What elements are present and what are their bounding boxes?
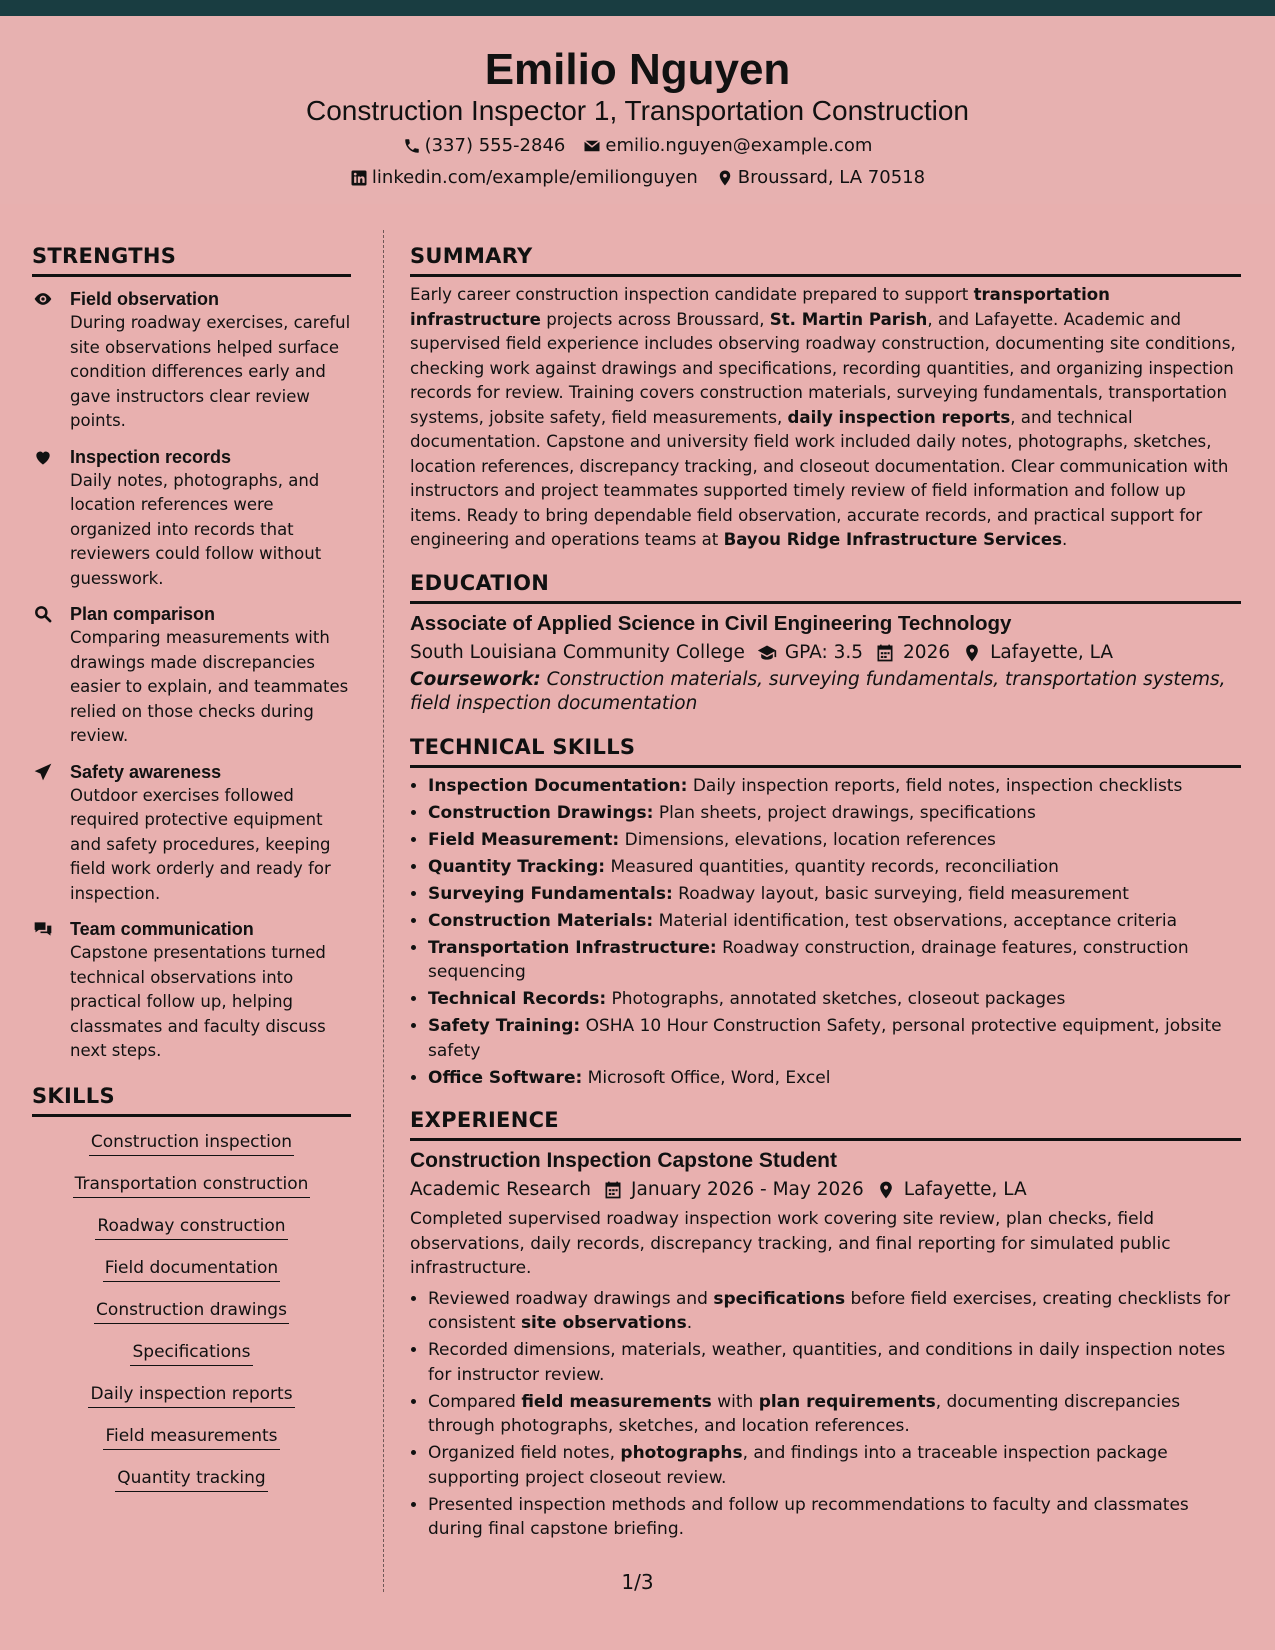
coursework-label: Coursework: — [410, 668, 541, 690]
skill-label: Office Software: — [428, 1067, 583, 1088]
skill-tag: Construction drawings — [94, 1297, 289, 1324]
summary-highlight: Bayou Ridge Infrastructure Services — [723, 530, 1063, 549]
skills-list — [32, 1123, 351, 1501]
linkedin-text: linkedin.com/example/emilionguyen — [371, 167, 698, 188]
education-meta — [410, 638, 1241, 668]
experience-location — [876, 1175, 1027, 1205]
skill-label: Technical Records: — [428, 989, 607, 1009]
bullet-part: Recorded dimensions, materials, weather, quantities, and conditions in daily inspection notes for instructor review. — [428, 1340, 1226, 1385]
summary-part: projects across Broussard, — [540, 309, 770, 329]
gpa — [757, 638, 863, 668]
location-text: Broussard, LA 70518 — [737, 167, 926, 188]
skill-text: OSHA 10 Hour Construction Safety, personal protective equipment, jobsite safety — [428, 1016, 1222, 1061]
list-item — [428, 855, 1241, 880]
list-item — [428, 1066, 1241, 1091]
strength-desc: During roadway exercises, careful site observations helped surface condition differences early and gave instructors clear review points. — [70, 313, 351, 430]
top-bar — [0, 0, 1275, 16]
calendar-icon — [603, 1180, 623, 1200]
grad-year — [875, 638, 950, 668]
skills-heading: SKILLS — [32, 1080, 351, 1117]
bullet-part: Organized field notes, — [428, 1443, 621, 1463]
skill-label: Safety Training: — [428, 1016, 581, 1036]
list-item — [428, 1441, 1241, 1490]
gpa-text: GPA: 3.5 — [784, 641, 864, 663]
skill-tag: Construction inspection — [89, 1129, 294, 1156]
envelope-icon — [583, 137, 601, 155]
skill-label: Field Measurement: — [428, 829, 620, 850]
summary-text — [410, 283, 1241, 553]
bullet-part: Presented inspection methods and follow up recommendations to faculty and classmates during final capstone briefing. — [428, 1494, 1189, 1539]
skill-text: Microsoft Office, Word, Excel — [582, 1067, 831, 1088]
list-item — [428, 1390, 1241, 1439]
strength-title: Team communication — [70, 919, 254, 939]
strength-item — [32, 917, 351, 1064]
skill-text: Material identification, test observations, acceptance criteria — [653, 910, 1178, 931]
strength-desc: Comparing measurements with drawings made discrepancies easier to explain, and teammates relied on those checks during review. — [70, 628, 349, 745]
technical-skills-list — [410, 774, 1241, 1091]
bullet-highlight: site observations — [520, 1313, 687, 1333]
strengths-list — [32, 287, 351, 1064]
bullet-highlight: plan requirements — [758, 1391, 936, 1412]
list-item — [428, 1493, 1241, 1542]
technical-skills-heading: TECHNICAL SKILLS — [410, 731, 1241, 768]
contact-row-1 — [0, 134, 1275, 158]
strength-item — [32, 287, 351, 434]
graduation-cap-icon — [757, 643, 777, 663]
strength-item — [32, 760, 351, 907]
list-item — [428, 987, 1241, 1012]
calendar-icon — [875, 643, 895, 663]
summary-part: , and Lafayette. Academic and supervised field experience includes observing roadway construction, documenting site conditions, checking work against drawings and specifications, recording quantities, and organizing inspection records for review. Training covers construction materials, surveying fundamentals, transportation systems, jobsite safety, field measurements, — [410, 309, 1236, 427]
experience-title: Construction Inspection Capstone Student — [410, 1149, 838, 1172]
strength-title: Plan comparison — [70, 604, 216, 624]
strength-title: Safety awareness — [70, 761, 222, 782]
search-icon — [32, 604, 54, 624]
summary-part: . — [1062, 530, 1068, 549]
bullet-part: before field exercises, creating checklists for consistent — [428, 1288, 1231, 1333]
email[interactable] — [583, 134, 872, 158]
skill-text: Roadway construction, drainage features, construction sequencing — [428, 937, 1189, 982]
skill-tag: Specifications — [130, 1339, 252, 1366]
experience-meta — [410, 1175, 1241, 1205]
organization: Academic Research — [410, 1179, 592, 1200]
skill-label: Transportation Infrastructure: — [428, 937, 717, 958]
location — [716, 166, 925, 190]
skill-text: Measured quantities, quantity records, reconciliation — [605, 856, 1059, 877]
skill-label: Construction Materials: — [428, 910, 654, 931]
coursework — [410, 668, 1241, 717]
skill-tag: Roadway construction — [95, 1213, 287, 1240]
bullet-part: , documenting discrepancies through photographs, sketches, and location references. — [428, 1391, 1181, 1436]
map-marker-icon — [962, 643, 982, 663]
email-text: emilio.nguyen@example.com — [605, 135, 873, 156]
skill-label: Quantity Tracking: — [428, 856, 606, 877]
summary-part: , and technical documentation. Capstone and university field work included daily notes, photographs, sketches, location references, discrepancy tracking, and closeout documentation. Clear communication with instructors and project teammates supported timely review of field information and follow up items. Ready to bring dependable field observation, accurate records, and practical support for engineering and operations teams at — [410, 407, 1229, 549]
summary-highlight: St. Martin Parish — [769, 309, 928, 329]
skill-tag: Field documentation — [103, 1255, 280, 1282]
list-item — [428, 1014, 1241, 1063]
skill-tag: Transportation construction — [73, 1171, 311, 1198]
phone-icon — [403, 137, 421, 155]
year-text: 2026 — [903, 641, 951, 663]
coursework-text: Construction materials, surveying fundamentals, transportation systems, field inspection documentation — [410, 668, 1226, 714]
bullet-part: . — [686, 1313, 693, 1333]
strength-desc: Outdoor exercises followed required protective equipment and safety procedures, keeping field work orderly and ready for inspection. — [70, 785, 331, 903]
skill-tag: Field measurements — [103, 1423, 279, 1450]
phone-text: (337) 555-2846 — [424, 135, 566, 156]
experience-description: Completed supervised roadway inspection work covering site review, plan checks, field observations, daily records, discrepancy tracking, and final reporting for simulated public infrastructure. — [410, 1209, 1171, 1278]
summary-highlight: daily inspection reports — [787, 407, 1011, 427]
list-item — [428, 1338, 1241, 1387]
skill-text: Photographs, annotated sketches, closeout packages — [606, 989, 1066, 1009]
dates-text: January 2026 - May 2026 — [631, 1179, 864, 1200]
bullet-part: Compared — [428, 1391, 522, 1412]
list-item — [428, 909, 1241, 934]
list-item — [428, 936, 1241, 985]
paper-plane-icon — [32, 762, 54, 782]
skill-tag: Quantity tracking — [115, 1465, 267, 1492]
map-marker-icon — [876, 1180, 896, 1200]
experience-dates — [603, 1175, 864, 1205]
list-item — [428, 1287, 1241, 1336]
education-heading: EDUCATION — [410, 567, 1241, 604]
heart-icon — [32, 447, 54, 467]
school-location — [962, 638, 1113, 668]
skill-text: Daily inspection reports, field notes, inspection checklists — [687, 775, 1183, 796]
page-number: 1/3 — [621, 1570, 654, 1594]
candidate-name: Emilio Nguyen — [484, 45, 791, 94]
skill-label: Inspection Documentation: — [428, 775, 688, 796]
degree: Associate of Applied Science in Civil Engineering Technology — [410, 611, 1012, 635]
school: South Louisiana Community College — [410, 641, 745, 663]
skill-label: Surveying Fundamentals: — [428, 883, 673, 904]
summary-part: Early career construction inspection candidate prepared to support — [410, 285, 974, 304]
experience-location-text: Lafayette, LA — [903, 1179, 1027, 1200]
contact-row-2 — [0, 166, 1275, 190]
strengths-heading: STRENGTHS — [32, 240, 351, 277]
summary-heading: SUMMARY — [410, 240, 1241, 277]
list-item — [428, 882, 1241, 907]
linkedin-icon — [350, 169, 368, 187]
column-divider — [383, 230, 384, 1592]
bullet-highlight: field measurements — [521, 1391, 712, 1412]
strength-desc: Daily notes, photographs, and location references were organized into records that reviewers could follow without guesswork. — [70, 470, 322, 588]
right-column — [410, 240, 1241, 1544]
bullet-part: , and findings into a traceable inspection package supporting project closeout review. — [428, 1443, 1168, 1488]
strength-item — [32, 445, 351, 592]
bullet-highlight: specifications — [713, 1288, 846, 1309]
list-item — [428, 774, 1241, 799]
summary-highlight: transportation infrastructure — [410, 285, 1110, 329]
list-item — [428, 801, 1241, 826]
skill-label: Construction Drawings: — [428, 802, 654, 823]
strength-title: Inspection records — [70, 446, 232, 467]
bullet-part: Reviewed roadway drawings and — [428, 1288, 714, 1309]
comments-icon — [32, 919, 54, 939]
left-column — [32, 240, 351, 1501]
skill-text: Plan sheets, project drawings, specifications — [653, 802, 1036, 823]
map-marker-icon — [716, 169, 734, 187]
eye-icon — [32, 289, 54, 309]
phone[interactable] — [403, 134, 566, 158]
school-location-text: Lafayette, LA — [990, 641, 1113, 663]
experience-heading: EXPERIENCE — [410, 1104, 1241, 1141]
strength-desc: Capstone presentations turned technical observations into practical follow up, helping classmates and faculty discuss next steps. — [70, 943, 326, 1060]
bullet-highlight: photographs — [620, 1443, 743, 1463]
experience-bullets — [410, 1287, 1241, 1542]
list-item — [428, 828, 1241, 853]
strength-title: Field observation — [70, 289, 220, 309]
skill-text: Dimensions, elevations, location references — [619, 829, 996, 850]
skill-text: Roadway layout, basic surveying, field measurement — [672, 883, 1129, 904]
skill-tag: Daily inspection reports — [88, 1381, 294, 1408]
strength-item — [32, 602, 351, 749]
header — [0, 16, 1275, 204]
bullet-part: with — [711, 1391, 759, 1412]
linkedin[interactable] — [350, 166, 698, 190]
job-title: Construction Inspector 1, Transportation Construction — [305, 95, 969, 126]
